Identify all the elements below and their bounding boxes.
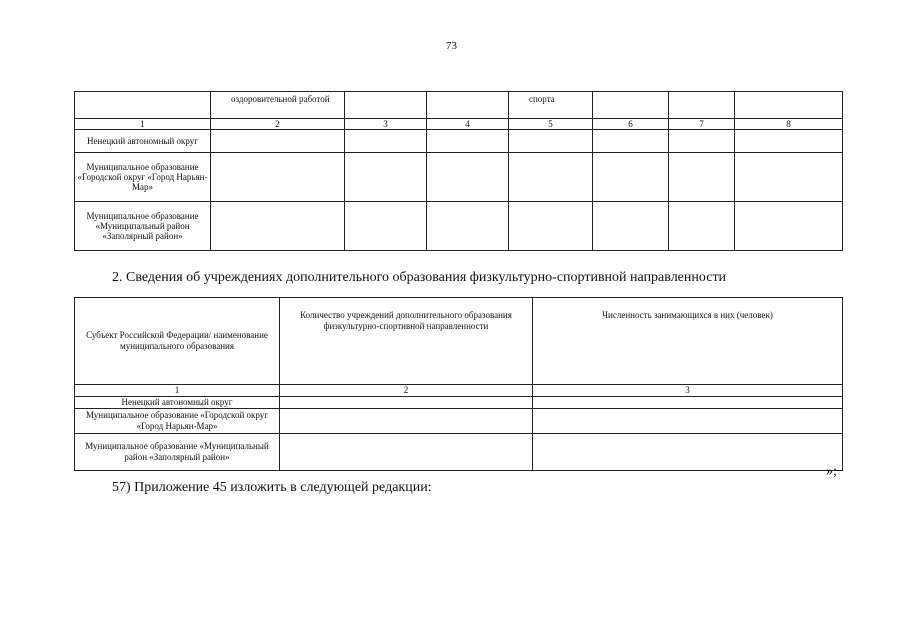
- header-cell: Численность занимающихся в них (человек): [533, 298, 843, 385]
- header-cell: [427, 92, 509, 119]
- table-cell: [593, 130, 669, 153]
- table-cell: [280, 409, 533, 434]
- column-number: 6: [593, 119, 669, 130]
- table-cell: [345, 153, 427, 202]
- column-number: 1: [75, 119, 211, 130]
- header-cell: [735, 92, 843, 119]
- table-cell: [533, 397, 843, 409]
- table-cell: [211, 130, 345, 153]
- header-cell: [669, 92, 735, 119]
- column-number: 1: [75, 385, 280, 397]
- table-header-row: [75, 298, 843, 385]
- row-label: Ненецкий автономный округ: [75, 397, 280, 409]
- column-number: 2: [280, 385, 533, 397]
- table-header-row: [75, 92, 843, 119]
- table-cell: [669, 153, 735, 202]
- table-cell: [427, 130, 509, 153]
- table-row: [75, 202, 843, 251]
- table-cell: [593, 202, 669, 251]
- header-cell: [75, 92, 211, 119]
- header-cell: Количество учреждений дополнительного образования физкультурно-спортивной направленности: [280, 298, 533, 385]
- table-cell: [427, 202, 509, 251]
- row-label: Муниципальное образование «Муниципальный район «Заполярный район»: [75, 434, 280, 471]
- table-cell: [735, 130, 843, 153]
- amendment-paragraph: 57) Приложение 45 изложить в следующей редакции:: [112, 480, 432, 495]
- header-cell: [345, 92, 427, 119]
- table-cell: [211, 202, 345, 251]
- table-cell: [280, 434, 533, 471]
- column-number: 5: [509, 119, 593, 130]
- row-label: Муниципальное образование «Городской округ «Город Нарьян-Мар»: [75, 153, 211, 202]
- table-cell: [427, 153, 509, 202]
- table-cell: [345, 202, 427, 251]
- table-cell: [509, 202, 593, 251]
- column-number: 4: [427, 119, 509, 130]
- header-cell: [593, 92, 669, 119]
- column-number: 7: [669, 119, 735, 130]
- table-sport-education-institutions: [74, 297, 843, 471]
- table-cell: [211, 153, 345, 202]
- table-row: [75, 130, 843, 153]
- table-cell: [533, 409, 843, 434]
- column-numbers-row: [75, 385, 843, 397]
- table-cell: [509, 153, 593, 202]
- column-number: 3: [533, 385, 843, 397]
- table-row: [75, 153, 843, 202]
- column-number: 8: [735, 119, 843, 130]
- table-cell: [280, 397, 533, 409]
- row-label: Ненецкий автономный округ: [75, 130, 211, 153]
- header-cell: Субъект Российской Федерации/ наименование муниципального образования: [75, 298, 280, 385]
- table-cell: [593, 153, 669, 202]
- table-cell: [669, 202, 735, 251]
- header-cell: спорта: [509, 92, 593, 119]
- table-row: [75, 397, 843, 409]
- column-numbers-row: [75, 119, 843, 130]
- table-row: [75, 434, 843, 471]
- table-sport-facilities: [74, 91, 843, 251]
- table-cell: [669, 130, 735, 153]
- table-row: [75, 409, 843, 434]
- row-label: Муниципальное образование «Городской округ «Город Нарьян-Мар»: [75, 409, 280, 434]
- table-cell: [345, 130, 427, 153]
- column-number: 3: [345, 119, 427, 130]
- table-cell: [735, 153, 843, 202]
- table-cell: [735, 202, 843, 251]
- column-number: 2: [211, 119, 345, 130]
- header-cell: оздоровительной работой: [211, 92, 345, 119]
- section-title: 2. Сведения об учреждениях дополнительного образования физкультурно-спортивной направленности: [112, 270, 727, 285]
- closing-quote: »;: [826, 464, 837, 479]
- page-number: 73: [446, 40, 457, 52]
- table-cell: [509, 130, 593, 153]
- row-label: Муниципальное образование «Муниципальный район «Заполярный район»: [75, 202, 211, 251]
- table-cell: [533, 434, 843, 471]
